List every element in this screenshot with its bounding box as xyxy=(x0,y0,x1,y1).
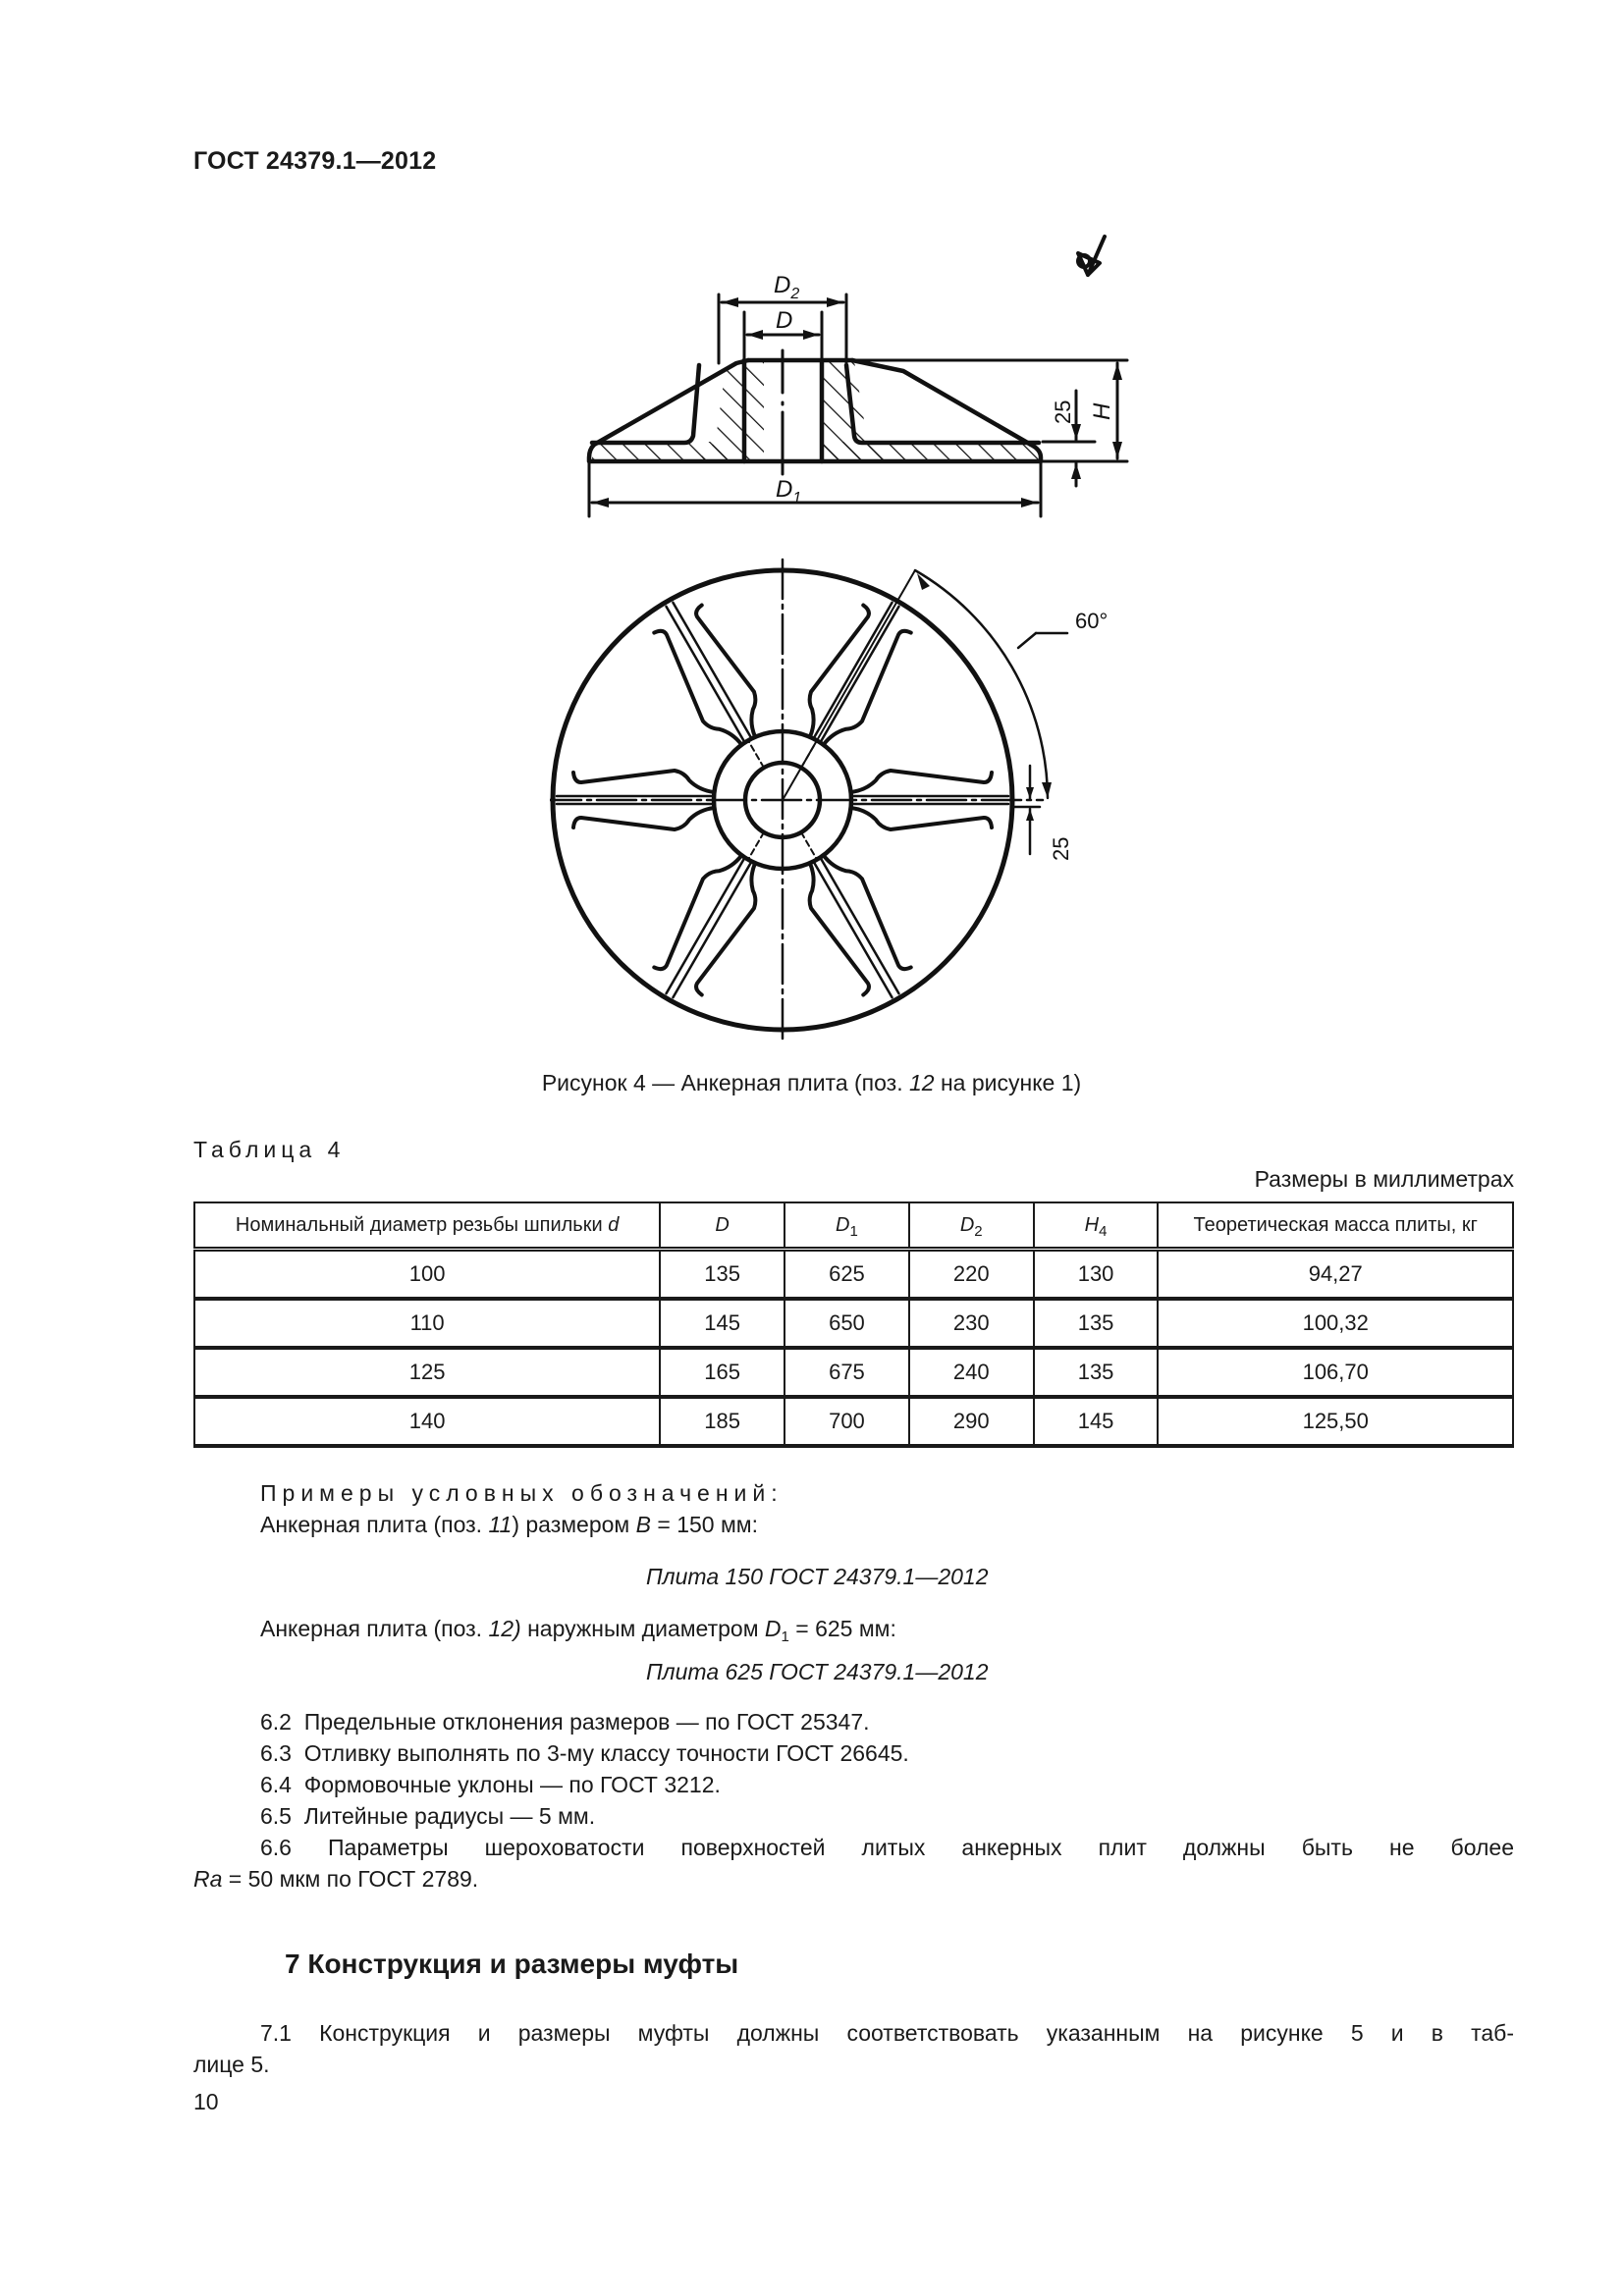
label-25-plan: 25 xyxy=(1049,836,1073,861)
header-d1: $D_1$ xyxy=(784,1202,909,1250)
clause-6-6-line2: Ra = 50 мкм по ГОСТ 2789. xyxy=(193,1866,479,1892)
header-d2: $D_2$ xyxy=(909,1202,1034,1250)
document-header: ГОСТ 24379.1—2012 xyxy=(193,147,437,175)
header-mass: Теоретическая масса плиты, кг xyxy=(1158,1202,1513,1250)
page-number: 10 xyxy=(193,2089,219,2114)
table-row: 110 145 650 230 135 100,32 xyxy=(194,1299,1513,1348)
table-header-row xyxy=(194,1202,1513,1250)
table-label: Таблица 4 xyxy=(193,1137,346,1162)
clause-6-6-line1: 6.6 Параметры шероховатости поверхностей литых анкерных плит должны быть не более xyxy=(260,1835,1514,1860)
clause-6-5: 6.5 Литейные радиусы — 5 мм. xyxy=(260,1803,596,1829)
table-row: 125 165 675 240 135 106,70 xyxy=(194,1348,1513,1397)
section-7-1-line1: 7.1 Конструкция и размеры муфты должны соответствовать указанным на рисунке 5 и в таб- xyxy=(260,2020,1514,2046)
figure-anchor-plate xyxy=(550,206,1139,1050)
table-row: 100 135 625 220 130 94,27 xyxy=(194,1250,1513,1300)
clause-6-2: 6.2 Предельные отклонения размеров — по ГОСТ 25347. xyxy=(260,1709,870,1735)
example-1-designation: Плита 150 ГОСТ 24379.1—2012 xyxy=(646,1564,989,1589)
clause-6-3: 6.3 Отливку выполнять по 3-му классу точности ГОСТ 26645. xyxy=(260,1740,909,1766)
clause-6-4: 6.4 Формовочные уклоны — по ГОСТ 3212. xyxy=(260,1772,721,1797)
label-d1: $D_1$ xyxy=(776,476,802,507)
dimensions-table xyxy=(193,1201,1514,1448)
figure-caption: Рисунок 4 — Анкерная плита (поз. 12 на рисунке 1) xyxy=(541,1070,1082,1095)
label-d2: $D_2$ xyxy=(774,272,800,302)
label-25-side: 25 xyxy=(1051,400,1075,424)
label-angle: 60° xyxy=(1075,609,1109,633)
roughness-symbol-icon xyxy=(1078,237,1105,275)
example-2-designation: Плита 625 ГОСТ 24379.1—2012 xyxy=(646,1659,989,1684)
section-view xyxy=(589,294,1127,516)
plan-view xyxy=(550,560,1067,1041)
label-h: H xyxy=(1089,402,1115,420)
example-1-text: Анкерная плита (поз. 11) размером B = 150 мм: xyxy=(260,1512,758,1537)
examples-title: Примеры условных обозначений: xyxy=(260,1480,784,1506)
header-thread-diameter: Номинальный диаметр резьбы шпильки d xyxy=(194,1202,660,1250)
example-2-text: Анкерная плита (поз. 12) наружным диаметром $D_1 = 625$ мм: xyxy=(260,1616,896,1645)
table-units: Размеры в миллиметрах xyxy=(1254,1166,1514,1192)
header-h4: $H_4$ xyxy=(1034,1202,1159,1250)
header-d: D xyxy=(660,1202,784,1250)
label-d: D xyxy=(776,307,793,334)
section-7-1-line2: лице 5. xyxy=(193,2052,270,2077)
section-7-heading: 7 Конструкция и размеры муфты xyxy=(285,1949,739,1979)
table-row: 140 185 700 290 145 125,50 xyxy=(194,1397,1513,1446)
